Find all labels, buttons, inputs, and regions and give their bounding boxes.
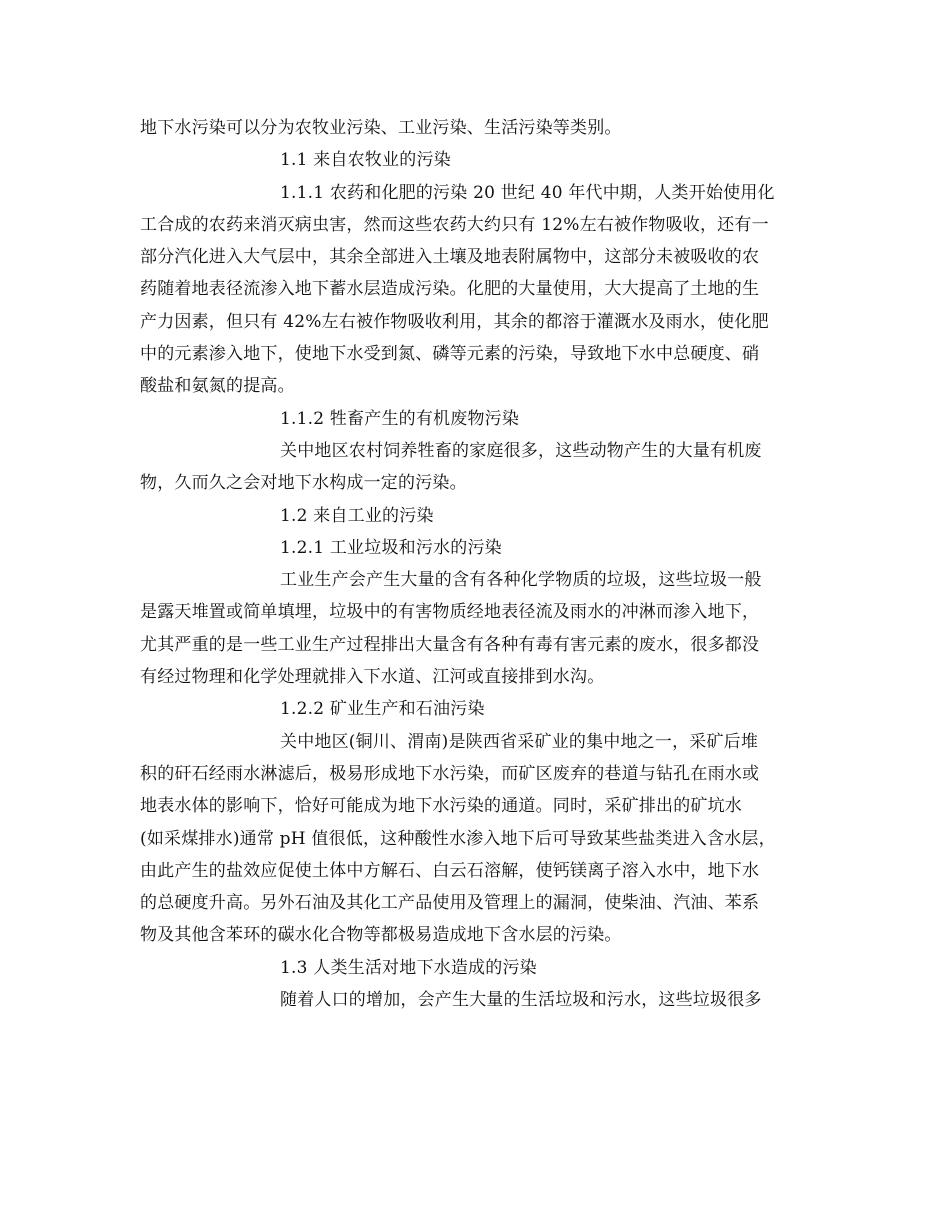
document-body — [140, 112, 820, 1016]
text-line: 是露天堆置或简单填埋，垃圾中的有害物质经地表径流及雨水的冲淋而渗入地下， — [140, 602, 760, 623]
text-line: 尤其严重的是一些工业生产过程排出大量含有各种有毒有害元素的废水，很多都没 — [140, 634, 760, 655]
text-line: 地下水污染可以分为农牧业污染、工业污染、生活污染等类别。 — [140, 118, 622, 138]
indented-text-line: 1.3 人类生活对地下水造成的污染 — [280, 957, 537, 978]
indented-text-line: 关中地区(铜川、渭南)是陕西省采矿业的集中地之一，采矿后堆 — [280, 731, 759, 752]
indented-text-line: 1.1 来自农牧业的污染 — [280, 150, 451, 171]
indented-text-line: 1.1.2 牲畜产生的有机废物污染 — [280, 408, 520, 429]
indented-text-line: 1.1.1 农药和化肥的污染 20 世纪 40 年代中期，人类开始使用化 — [280, 182, 775, 203]
indented-text-line: 随着人口的增加，会产生大量的生活垃圾和污水，这些垃圾很多 — [280, 990, 762, 1011]
text-line: 积的矸石经雨水淋滤后，极易形成地下水污染，而矿区废弃的巷道与钻孔在雨水或 — [140, 763, 760, 784]
indented-text-line: 工业生产会产生大量的含有各种化学物质的垃圾，这些垃圾一般 — [280, 570, 762, 591]
text-line: 中的元素渗入地下，使地下水受到氮、磷等元素的污染，导致地下水中总硬度、硝 — [140, 344, 760, 365]
text-line: 有经过物理和化学处理就排入下水道、江河或直接排到水沟。 — [140, 667, 605, 688]
text-line: (如采煤排水)通常 pH 值很低，这种酸性水渗入地下后可导致某些盐类进入含水层， — [140, 828, 776, 849]
indented-text-line: 1.2.2 矿业生产和石油污染 — [280, 699, 485, 720]
text-line: 酸盐和氨氮的提高。 — [140, 376, 295, 397]
indented-text-line: 1.2.1 工业垃圾和污水的污染 — [280, 537, 502, 558]
text-line: 药随着地表径流渗入地下蓄水层造成污染。化肥的大量使用，大大提高了土地的生 — [140, 279, 760, 300]
text-line: 部分汽化进入大气层中，其余全部进入土壤及地表附属物中，这部分未被吸收的农 — [140, 247, 760, 268]
indented-text-line: 关中地区农村饲养牲畜的家庭很多，这些动物产生的大量有机废 — [280, 440, 762, 461]
indented-text-line: 1.2 来自工业的污染 — [280, 505, 434, 526]
text-line: 地表水体的影响下，恰好可能成为地下水污染的通道。同时，采矿排出的矿坑水 — [140, 796, 742, 817]
text-line: 产力因素，但只有 42%左右被作物吸收利用，其余的都溶于灌溉水及雨水，使化肥 — [140, 311, 769, 332]
text-line: 物及其他含苯环的碳水化合物等都极易造成地下含水层的污染。 — [140, 925, 622, 946]
text-line: 由此产生的盐效应促使土体中方解石、白云石溶解，使钙镁离子溶入水中，地下水 — [140, 860, 760, 881]
text-line: 的总硬度升高。另外石油及其化工产品使用及管理上的漏洞，使柴油、汽油、苯系 — [140, 893, 760, 914]
text-line: 物，久而久之会对地下水构成一定的污染。 — [140, 473, 467, 494]
text-line: 工合成的农药来消灭病虫害，然而这些农药大约只有 12%左右被作物吸收，还有一 — [140, 214, 769, 235]
